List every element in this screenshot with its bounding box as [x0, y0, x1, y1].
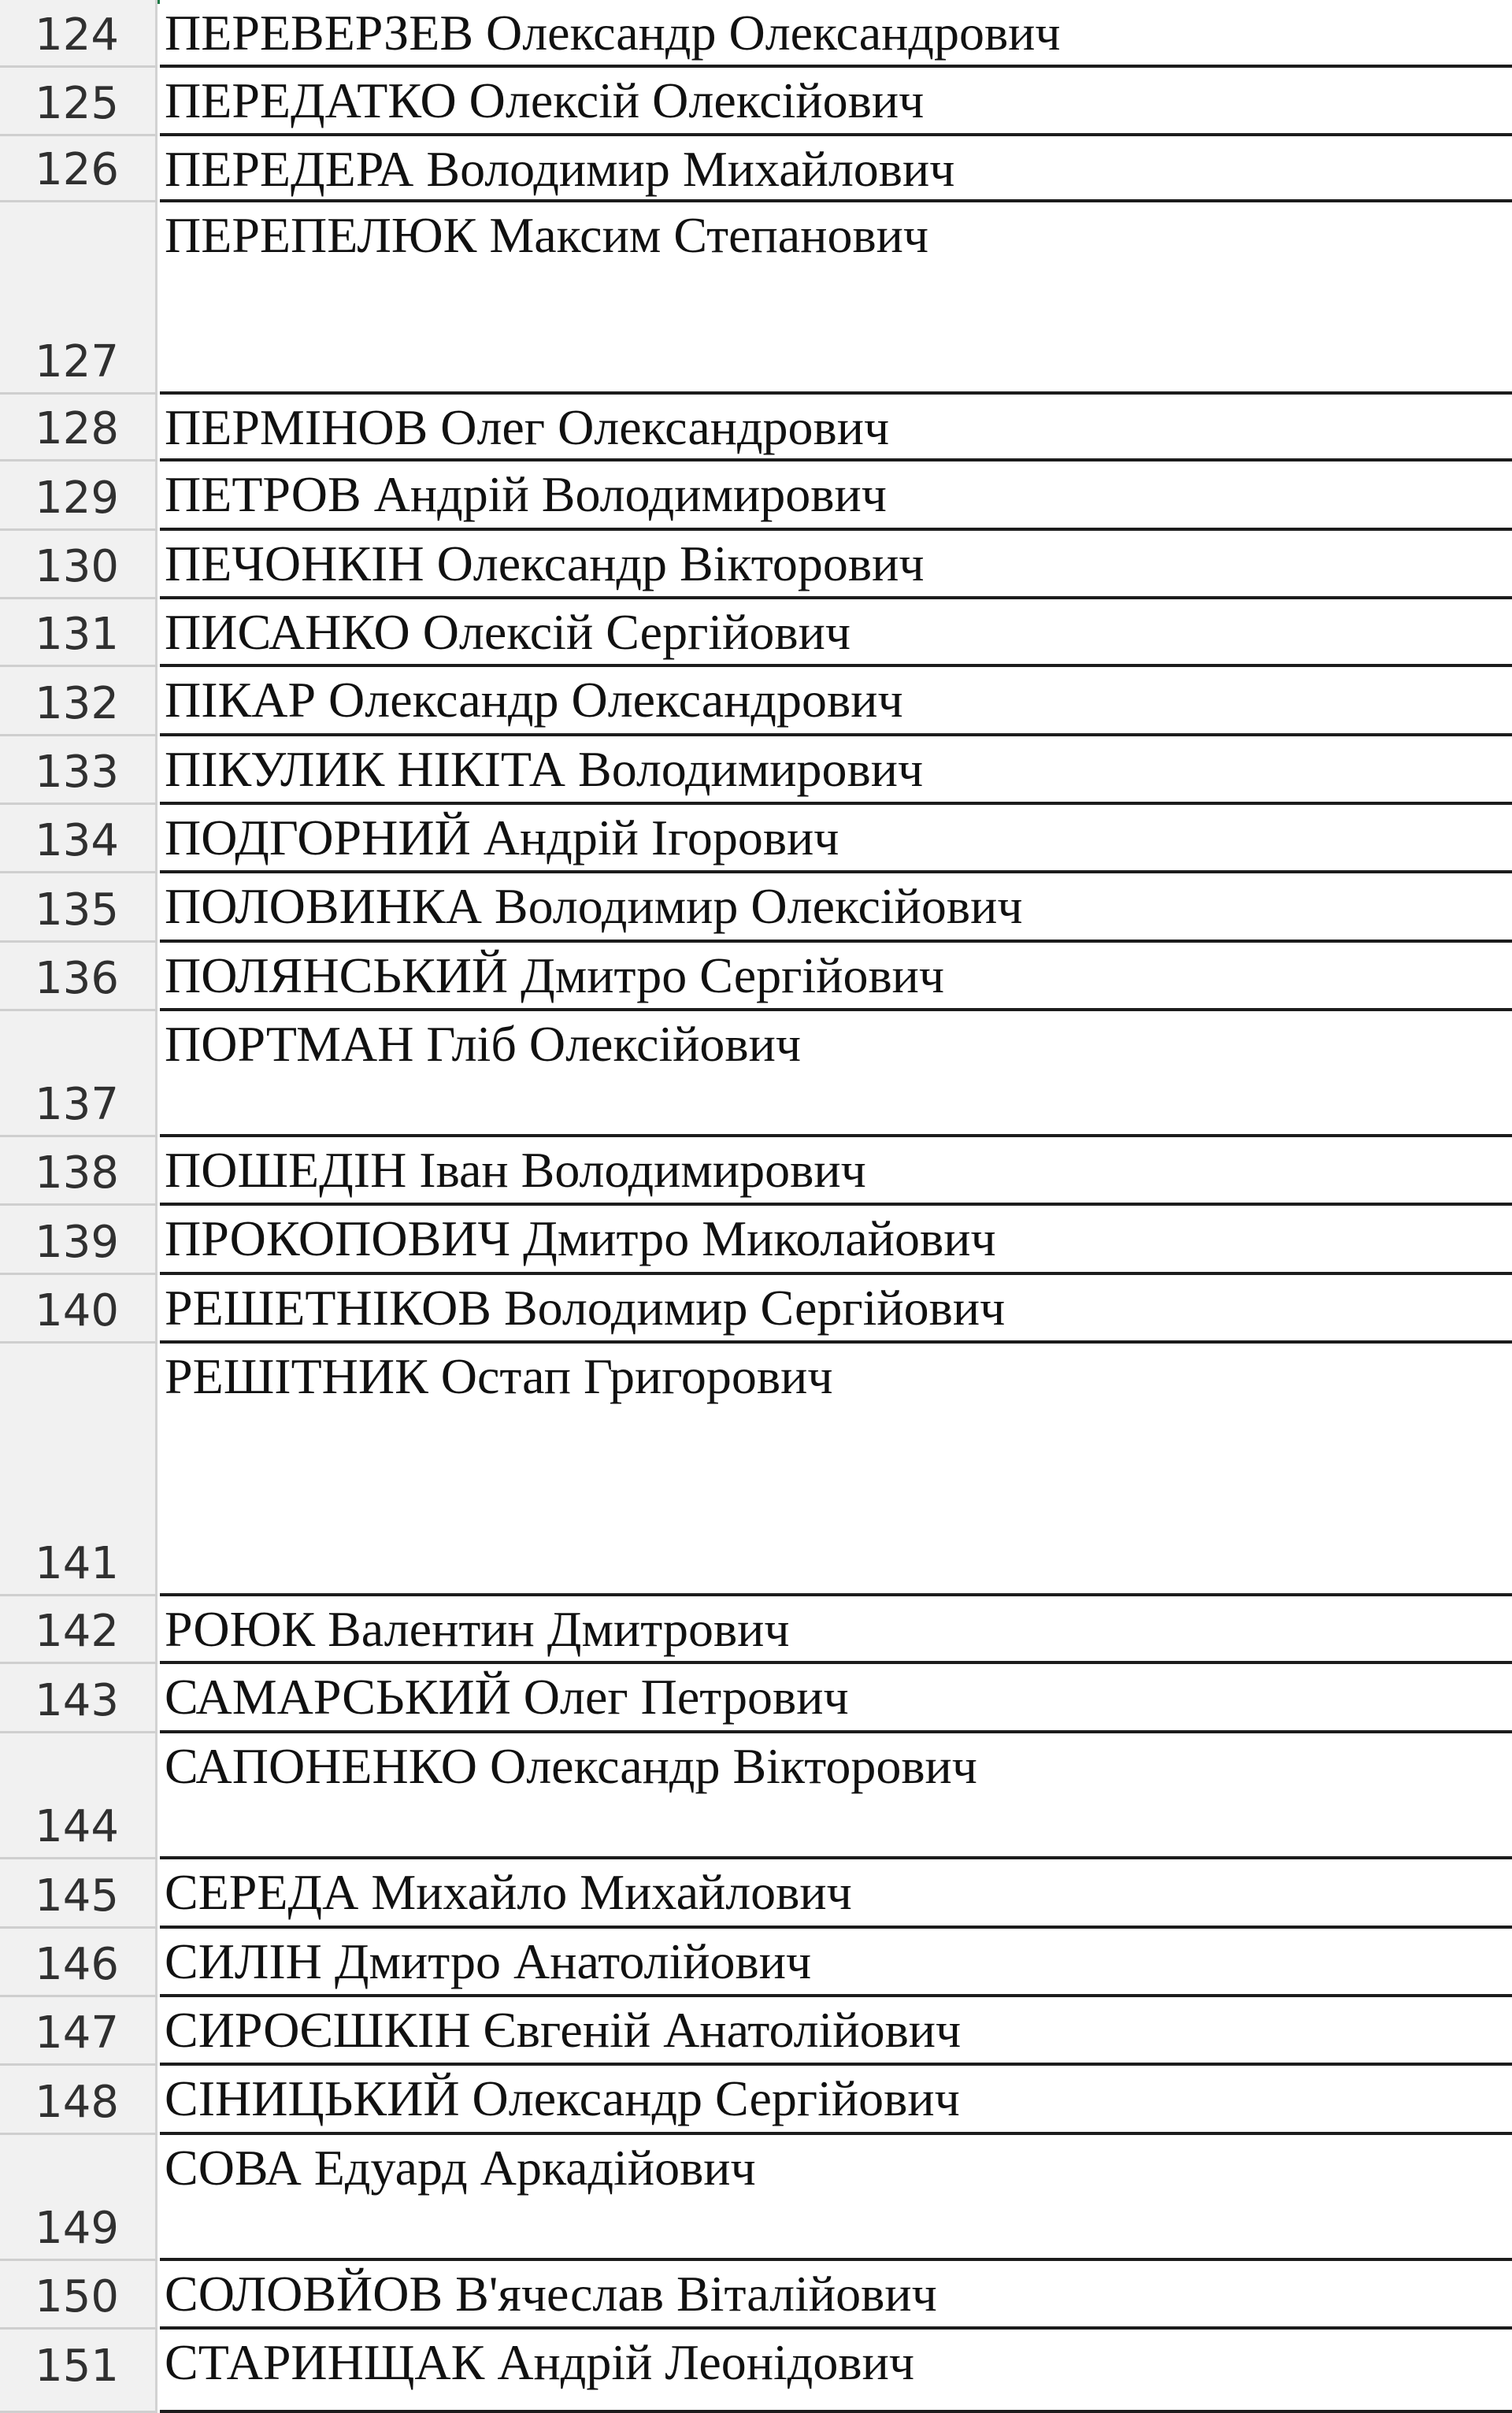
name-cell[interactable] — [160, 873, 1512, 943]
table-row[interactable] — [0, 461, 1512, 531]
cell-text: ПІКАР Олександр Олександрович — [165, 672, 903, 728]
table-row[interactable] — [0, 1344, 1512, 1596]
row-number: 143 — [35, 1675, 119, 1726]
cell-text: РЕШЕТНІКОВ Володимир Сергійович — [165, 1280, 1006, 1336]
name-cell[interactable] — [160, 68, 1512, 136]
row-header[interactable] — [0, 68, 158, 136]
row-header[interactable] — [0, 1997, 158, 2066]
row-header[interactable] — [0, 1011, 158, 1137]
cell-text: ПОЛОВИНКА Володимир Олексійович — [165, 878, 1023, 934]
row-header[interactable] — [0, 461, 158, 531]
row-number: 144 — [35, 1801, 119, 1852]
cell-text: ПРОКОПОВИЧ Дмитро Миколайович — [165, 1210, 996, 1266]
name-cell[interactable] — [160, 202, 1512, 395]
name-cell[interactable] — [160, 1664, 1512, 1733]
table-row[interactable] — [0, 1275, 1512, 1344]
row-number: 133 — [35, 747, 119, 798]
name-cell[interactable] — [160, 1929, 1512, 1997]
row-number: 150 — [35, 2271, 119, 2322]
table-row[interactable] — [0, 2135, 1512, 2261]
row-number: 141 — [35, 1538, 119, 1589]
name-cell[interactable] — [160, 531, 1512, 599]
cell-text: ПЕРЕВЕРЗЕВ Олександр Олександрович — [165, 5, 1061, 61]
name-cell[interactable] — [160, 1011, 1512, 1137]
row-number: 132 — [35, 678, 119, 729]
name-cell[interactable] — [160, 943, 1512, 1011]
table-row[interactable] — [0, 202, 1512, 395]
row-header[interactable] — [0, 2261, 158, 2330]
row-number: 145 — [35, 1870, 119, 1922]
row-number: 130 — [35, 541, 119, 592]
cell-text: ПЕРЕДАТКО Олексій Олексійович — [165, 72, 925, 128]
table-row[interactable] — [0, 68, 1512, 136]
row-header[interactable] — [0, 805, 158, 873]
cell-text: ПЕРЕПЕЛЮК Максим Степанович — [165, 207, 929, 263]
row-number: 128 — [35, 403, 119, 454]
cell-text: ПЕРМІНОВ Олег Олександрович — [165, 399, 890, 455]
name-cell[interactable] — [160, 2135, 1512, 2261]
row-header[interactable] — [0, 531, 158, 599]
table-row[interactable] — [0, 1859, 1512, 1929]
cell-text: СТАРИНЩАК Андрій Леонідович — [165, 2334, 914, 2390]
name-cell[interactable] — [160, 1137, 1512, 1206]
row-number: 129 — [35, 473, 119, 524]
row-header[interactable] — [0, 136, 158, 202]
table-row[interactable] — [0, 736, 1512, 805]
table-row[interactable] — [0, 136, 1512, 202]
row-number: 140 — [35, 1285, 119, 1336]
row-header[interactable] — [0, 667, 158, 736]
row-number: 147 — [35, 2007, 119, 2059]
name-cell[interactable] — [160, 1997, 1512, 2066]
row-number: 146 — [35, 1939, 119, 1990]
row-number: 131 — [35, 609, 119, 660]
row-header[interactable] — [0, 736, 158, 805]
cell-text: ПОДГОРНИЙ Андрій Ігорович — [165, 810, 839, 865]
row-header[interactable] — [0, 1929, 158, 1997]
row-number: 142 — [35, 1606, 119, 1657]
row-number: 125 — [35, 78, 119, 129]
row-header[interactable] — [0, 2066, 158, 2135]
name-cell[interactable] — [160, 2066, 1512, 2135]
row-header[interactable] — [0, 1206, 158, 1275]
cell-text: ПЕРЕДЕРА Володимир Михайлович — [165, 141, 955, 197]
cell-text: СИЛІН Дмитро Анатолійович — [165, 1933, 812, 1989]
row-header[interactable] — [0, 2135, 158, 2261]
name-cell[interactable] — [160, 667, 1512, 736]
name-cell[interactable] — [160, 1596, 1512, 1664]
row-number: 148 — [35, 2077, 119, 2128]
row-number: 135 — [35, 884, 119, 936]
table-row[interactable] — [0, 1137, 1512, 1206]
name-cell[interactable] — [160, 2330, 1512, 2413]
cell-text: ПЕТРОВ Андрій Володимирович — [165, 466, 887, 522]
row-number: 149 — [35, 2203, 119, 2254]
cell-text: САПОНЕНКО Олександр Вікторович — [165, 1738, 977, 1794]
cell-text: РЕШІТНИК Остап Григорович — [165, 1348, 833, 1404]
cell-text: ПОЛЯНСЬКИЙ Дмитро Сергійович — [165, 947, 945, 1003]
cell-text: ПОРТМАН Гліб Олексійович — [165, 1016, 802, 1072]
table-row[interactable] — [0, 873, 1512, 943]
cell-text: СОЛОВЙОВ В'ячеслав Віталійович — [165, 2266, 937, 2322]
name-cell[interactable] — [160, 599, 1512, 667]
row-number: 139 — [35, 1217, 119, 1268]
table-row[interactable] — [0, 1997, 1512, 2066]
table-row[interactable] — [0, 0, 1512, 68]
table-row[interactable] — [0, 2066, 1512, 2135]
row-header[interactable] — [0, 1344, 158, 1596]
row-header[interactable] — [0, 395, 158, 461]
row-header[interactable] — [0, 0, 158, 68]
row-number: 126 — [35, 144, 119, 195]
table-row[interactable] — [0, 1733, 1512, 1859]
table-row[interactable] — [0, 1011, 1512, 1137]
row-header[interactable] — [0, 1596, 158, 1664]
table-row[interactable] — [0, 1664, 1512, 1733]
row-number: 136 — [35, 953, 119, 1004]
cell-text: СИРОЄШКІН Євгеній Анатолійович — [165, 2002, 962, 2058]
table-row[interactable] — [0, 2261, 1512, 2330]
table-row[interactable] — [0, 395, 1512, 461]
name-cell[interactable] — [160, 0, 1512, 68]
cell-text: САМАРСЬКИЙ Олег Петрович — [165, 1669, 849, 1725]
table-row[interactable] — [0, 1596, 1512, 1664]
name-cell[interactable] — [160, 1859, 1512, 1929]
row-header[interactable] — [0, 1275, 158, 1344]
table-row[interactable] — [0, 1206, 1512, 1275]
cell-text: СЕРЕДА Михайло Михайлович — [165, 1864, 852, 1920]
row-number: 134 — [35, 815, 119, 866]
name-cell[interactable] — [160, 136, 1512, 202]
row-header[interactable] — [0, 873, 158, 943]
row-number: 151 — [35, 2341, 119, 2392]
row-header[interactable] — [0, 2330, 158, 2413]
row-header[interactable] — [0, 202, 158, 395]
cell-text: СОВА Едуард Аркадійович — [165, 2140, 756, 2196]
name-cell[interactable] — [160, 1275, 1512, 1344]
row-header[interactable] — [0, 943, 158, 1011]
row-header[interactable] — [0, 1664, 158, 1733]
row-number: 127 — [35, 336, 119, 387]
cell-text: ПОШЕДІН Іван Володимирович — [165, 1142, 866, 1198]
name-cell[interactable] — [160, 395, 1512, 461]
cell-text: ПІКУЛИК НІКІТА Володимирович — [165, 741, 924, 797]
table-row[interactable] — [0, 599, 1512, 667]
row-header[interactable] — [0, 1733, 158, 1859]
table-row[interactable] — [0, 531, 1512, 599]
row-header[interactable] — [0, 599, 158, 667]
table-row[interactable] — [0, 943, 1512, 1011]
row-number: 138 — [35, 1147, 119, 1199]
row-number: 124 — [35, 9, 119, 61]
name-cell[interactable] — [160, 461, 1512, 531]
name-cell[interactable] — [160, 805, 1512, 873]
name-cell[interactable] — [160, 736, 1512, 805]
name-cell[interactable] — [160, 1344, 1512, 1596]
row-header[interactable] — [0, 1859, 158, 1929]
row-number: 137 — [35, 1079, 119, 1130]
table-row[interactable] — [0, 667, 1512, 736]
name-cell[interactable] — [160, 1206, 1512, 1275]
cell-text: ПЕЧОНКІН Олександр Вікторович — [165, 536, 925, 591]
row-header[interactable] — [0, 1137, 158, 1206]
name-cell[interactable] — [160, 1733, 1512, 1859]
table-row[interactable] — [0, 805, 1512, 873]
cell-text: ПИСАНКО Олексій Сергійович — [165, 604, 850, 660]
cell-text: СІНИЦЬКИЙ Олександр Сергійович — [165, 2070, 960, 2126]
table-row[interactable] — [0, 1929, 1512, 1997]
cell-text: РОЮК Валентин Дмитрович — [165, 1601, 790, 1657]
table-row[interactable] — [0, 2330, 1512, 2413]
name-cell[interactable] — [160, 2261, 1512, 2330]
